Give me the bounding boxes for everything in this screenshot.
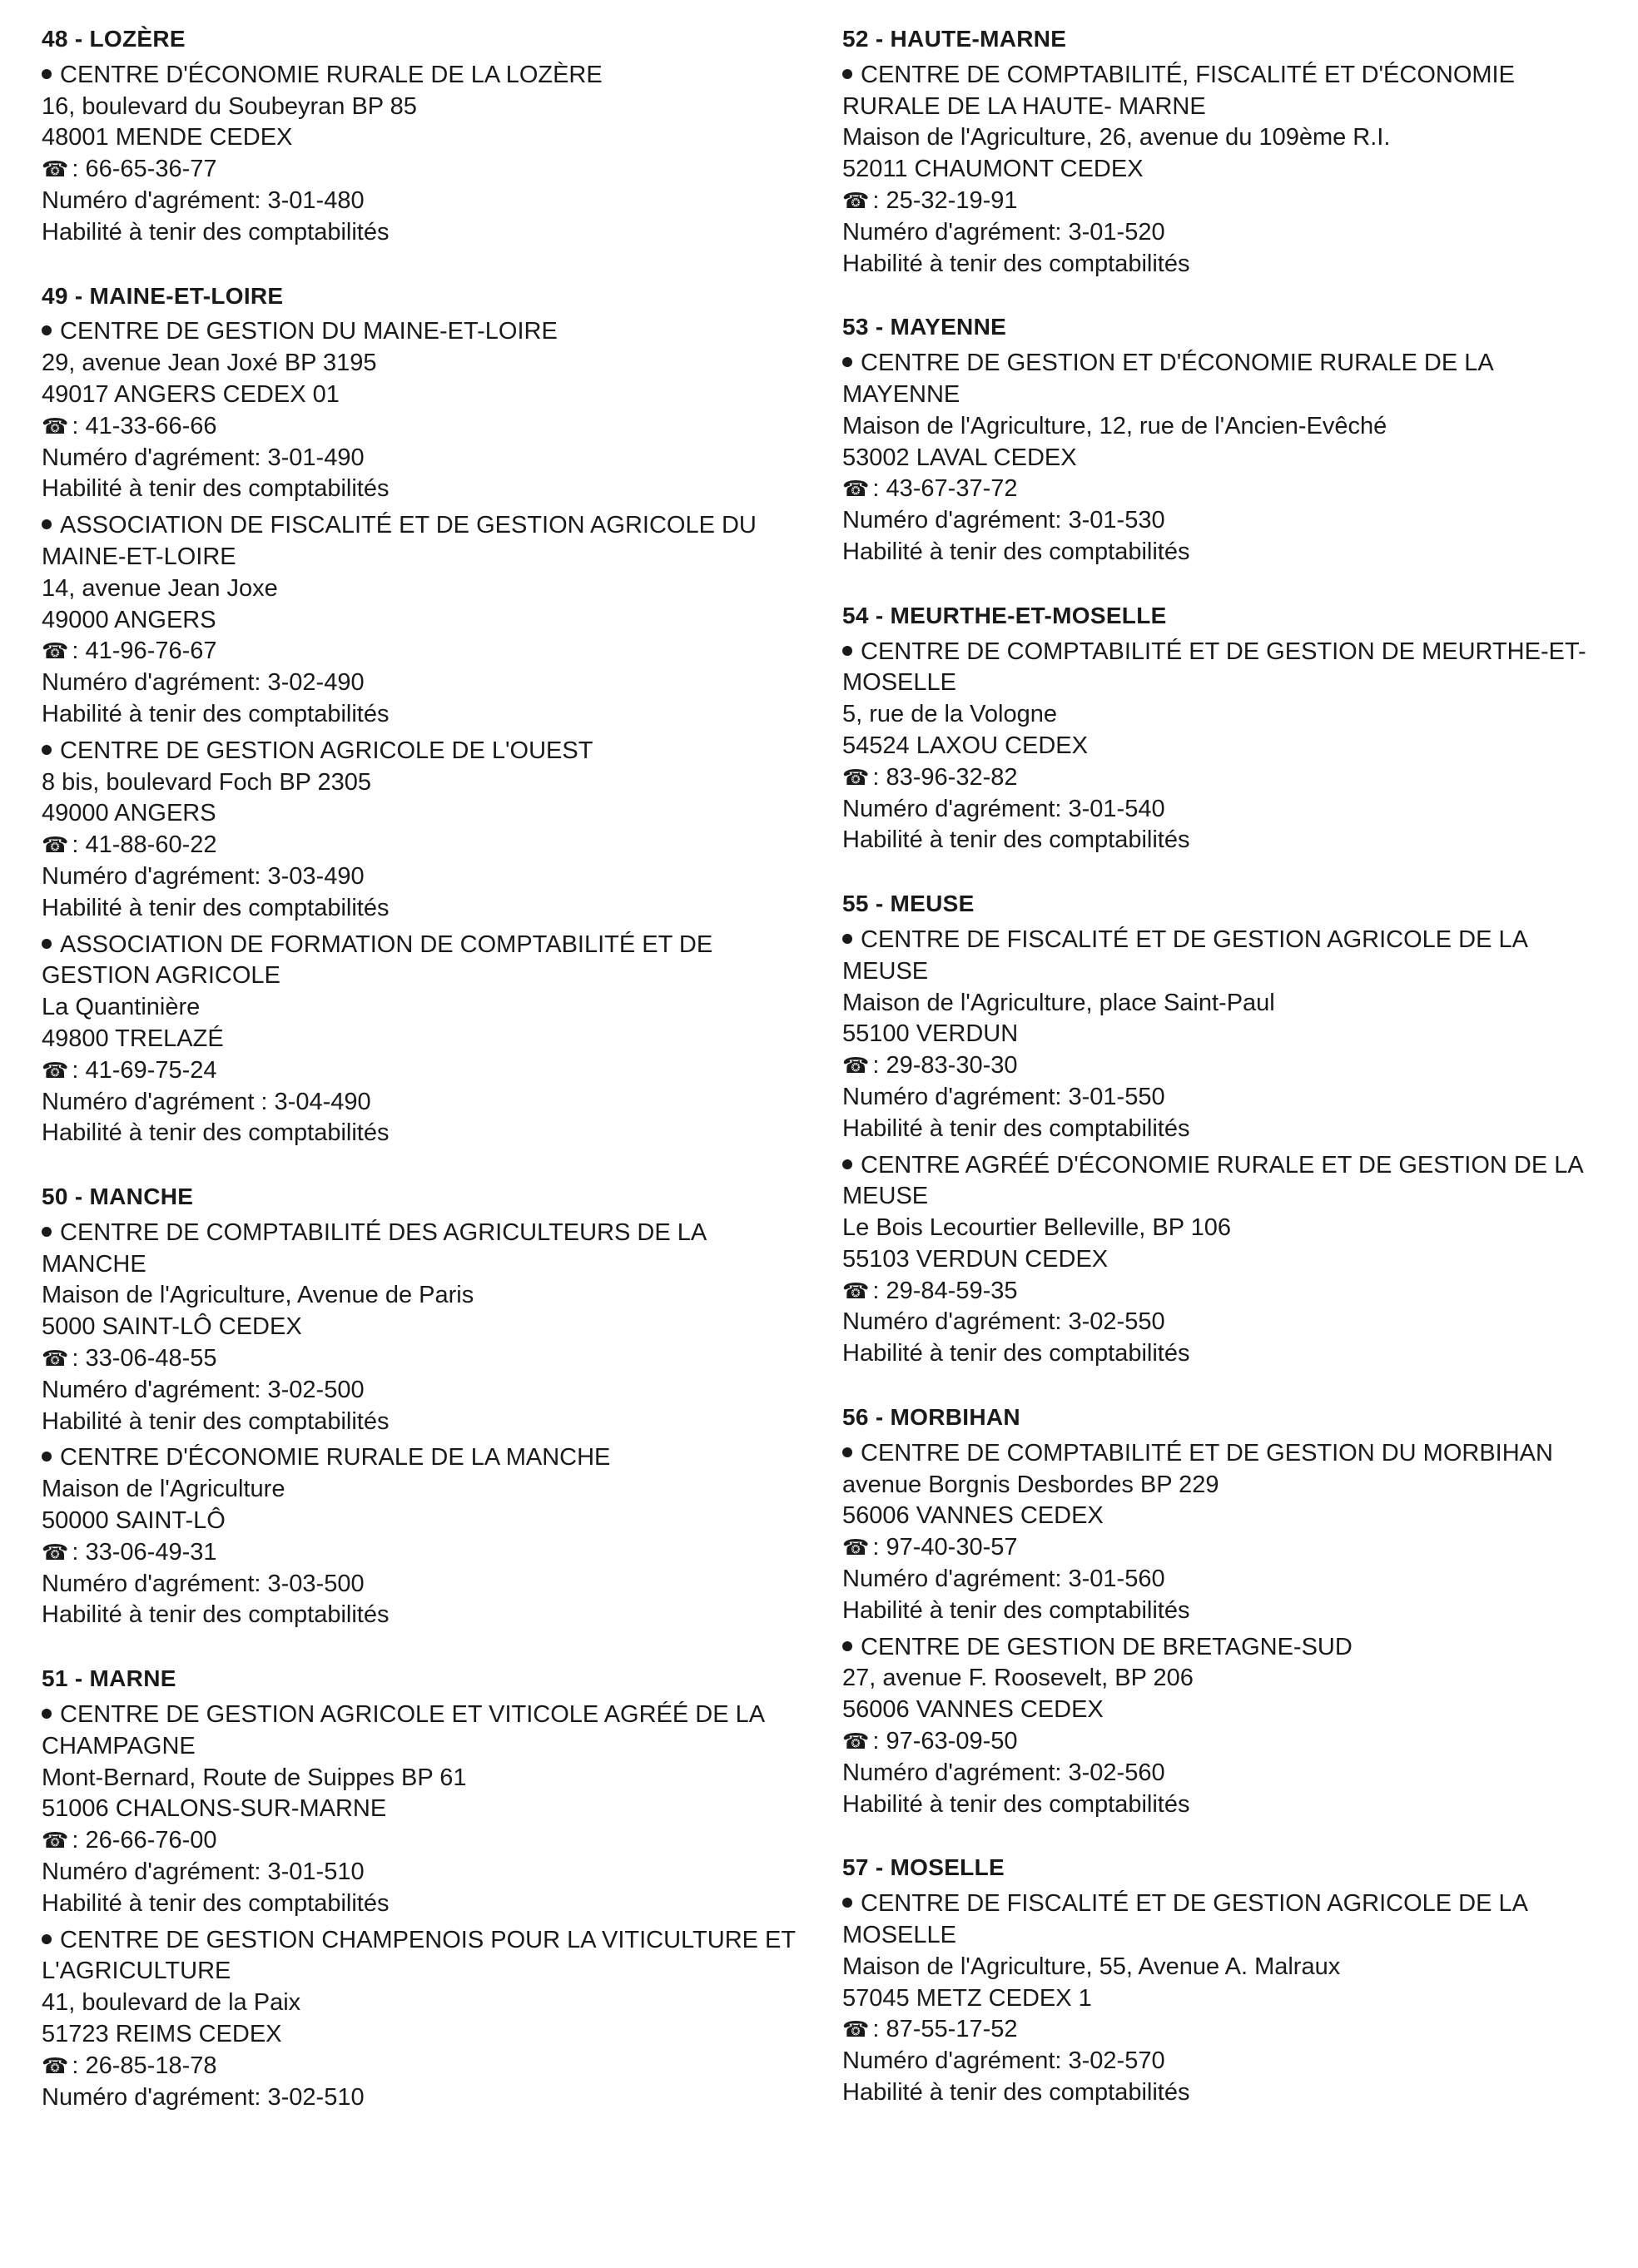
phone-number: : 25-32-19-91 [872,186,1018,214]
accreditation-note: Habilité à tenir des comptabilités [42,475,390,503]
phone-line [842,474,1616,505]
department-title: 57 - MOSELLE [842,1854,1005,1881]
organization-name: CENTRE DE GESTION CHAMPENOIS POUR LA VITICULTURE ET L'AGRICULTURE [42,1926,796,1985]
bullet-icon [42,1452,52,1462]
bullet-icon [42,325,52,335]
department-section [842,311,1616,568]
address-line: La Quantinière [42,994,201,1021]
department-title: 49 - MAINE-ET-LOIRE [42,282,284,309]
telephone-icon: ☎ [842,2017,870,2042]
address-line: Maison de l'Agriculture, 12, rue de l'Ancien-Evêché [842,412,1387,439]
address-line: 49000 ANGERS [42,800,216,827]
phone-number: : 41-33-66-66 [72,412,217,439]
phone-number: : 41-69-75-24 [72,1056,217,1084]
directory-entry [842,1888,1616,2109]
address-line: 55100 VERDUN [842,1020,1019,1048]
address-line: 49800 TRELAZÉ [42,1025,224,1052]
department-section [842,888,1616,1370]
phone-line [842,1050,1616,1082]
organization-name: CENTRE DE GESTION AGRICOLE ET VITICOLE AGRÉÉ DE LA CHAMPAGNE [42,1701,764,1759]
address-line: 56006 VANNES CEDEX [842,1502,1104,1530]
directory-entry [842,60,1616,280]
telephone-icon: ☎ [42,832,69,858]
address-line: 8 bis, boulevard Foch BP 2305 [42,768,372,796]
phone-number: : 26-85-18-78 [72,2052,217,2079]
accreditation-note: Habilité à tenir des comptabilités [42,700,390,727]
accreditation-note: Habilité à tenir des comptabilités [42,1601,390,1629]
address-line: 57045 METZ CEDEX 1 [842,1984,1092,2012]
address-line: 51723 REIMS CEDEX [42,2021,282,2048]
address-line: Maison de l'Agriculture, place Saint-Paul [842,989,1275,1016]
organization-name: CENTRE DE FISCALITÉ ET DE GESTION AGRICOLE DE LA MOSELLE [842,1890,1527,1949]
directory-entry [42,1442,816,1631]
entry-name-line [42,1442,816,1474]
telephone-icon: ☎ [842,764,870,790]
entry-name-line [842,637,1616,700]
accreditation-note: Habilité à tenir des comptabilités [842,1790,1190,1818]
organization-name: CENTRE D'ÉCONOMIE RURALE DE LA MANCHE [60,1444,611,1471]
telephone-icon: ☎ [842,1053,870,1079]
accreditation-note: Habilité à tenir des comptabilités [842,538,1190,565]
agrement-number: Numéro d'agrément: 3-01-540 [842,795,1165,822]
address-line: 54524 LAXOU CEDEX [842,732,1088,759]
telephone-icon: ☎ [842,187,870,213]
entry-name-line [42,930,816,993]
directory-entry [42,1218,816,1438]
accreditation-note: Habilité à tenir des comptabilités [42,1889,390,1917]
agrement-number: Numéro d'agrément: 3-02-510 [42,2083,365,2111]
address-line: Mont-Bernard, Route de Suippes BP 61 [42,1764,467,1791]
agrement-number: Numéro d'agrément: 3-01-520 [842,218,1165,246]
bullet-icon [42,69,52,79]
agrement-number: Numéro d'agrément: 3-01-560 [842,1566,1165,1593]
phone-number: : 26-66-76-00 [72,1827,217,1854]
entry-name-line [842,1888,1616,1952]
organization-name: CENTRE DE GESTION DE BRETAGNE-SUD [861,1633,1353,1660]
organization-name: ASSOCIATION DE FISCALITÉ ET DE GESTION AGRICOLE DU MAINE-ET-LOIRE [42,512,757,570]
bullet-icon [842,357,852,367]
bullet-icon [42,939,52,949]
entry-name-line [42,1700,816,1763]
directory-entry [42,1700,816,1920]
directory-entry [42,60,816,249]
bullet-icon [42,1709,52,1719]
address-line: 49000 ANGERS [42,606,216,633]
entry-name-line [42,510,816,573]
directory-entry [42,316,816,505]
entry-name-line [42,1925,816,1988]
address-line: 41, boulevard de la Paix [42,1989,301,2017]
department-section [842,23,1616,280]
department-title: 51 - MARNE [42,1665,176,1692]
phone-number: : 83-96-32-82 [872,763,1018,791]
address-line: Le Bois Lecourtier Belleville, BP 106 [842,1214,1231,1242]
accreditation-note: Habilité à tenir des comptabilités [42,1407,390,1435]
telephone-icon: ☎ [42,638,69,664]
address-line: 29, avenue Jean Joxé BP 3195 [42,350,377,377]
directory-entry [842,1632,1616,1821]
phone-number: : 66-65-36-77 [72,156,217,183]
department-title: 56 - MORBIHAN [842,1404,1020,1431]
agrement-number: Numéro d'agrément: 3-02-550 [842,1308,1165,1336]
bullet-icon [42,1227,52,1237]
bullet-icon [842,69,852,79]
phone-number: : 41-88-60-22 [72,831,217,859]
entry-name-line [842,1632,1616,1664]
telephone-icon: ☎ [42,1539,69,1565]
phone-line [842,762,1616,794]
organization-name: CENTRE DE FISCALITÉ ET DE GESTION AGRICOLE DE LA MEUSE [842,926,1527,985]
phone-line [42,411,816,443]
bullet-icon [42,1934,52,1944]
department-section [42,280,816,1150]
address-line: Maison de l'Agriculture, 26, avenue du 109ème R.I. [842,124,1391,151]
phone-number: : 33-06-49-31 [72,1538,217,1566]
phone-line [42,1825,816,1857]
telephone-icon: ☎ [842,476,870,502]
phone-number: : 87-55-17-52 [872,2016,1018,2043]
phone-line [42,2051,816,2082]
agrement-number: Numéro d'agrément: 3-03-490 [42,862,365,890]
telephone-icon: ☎ [42,1346,69,1372]
department-title: 50 - MANCHE [42,1184,194,1210]
phone-number: : 41-96-76-67 [72,638,217,665]
department-section [842,1852,1616,2108]
entry-name-line [842,1150,1616,1213]
phone-line [42,1055,816,1087]
entry-name-line [42,1218,816,1281]
address-line: Maison de l'Agriculture, 55, Avenue A. Malraux [842,1953,1341,1980]
bullet-icon [842,1159,852,1169]
phone-number: : 29-84-59-35 [872,1277,1018,1304]
organization-name: CENTRE AGRÉÉ D'ÉCONOMIE RURALE ET DE GESTION DE LA MEUSE [842,1151,1583,1210]
address-line: 53002 LAVAL CEDEX [842,444,1077,471]
bullet-icon [42,519,52,529]
organization-name: CENTRE DE COMPTABILITÉ, FISCALITÉ ET D'ÉCONOMIE RURALE DE LA HAUTE- MARNE [842,61,1515,120]
accreditation-note: Habilité à tenir des comptabilités [42,894,390,921]
directory-entry [42,736,816,925]
organization-name: CENTRE DE GESTION AGRICOLE DE L'OUEST [60,737,593,764]
bullet-icon [842,1447,852,1457]
agrement-number: Numéro d'agrément: 3-02-500 [42,1376,365,1403]
agrement-number: Numéro d'agrément: 3-01-530 [842,507,1165,534]
directory-entry [42,510,816,731]
organization-name: ASSOCIATION DE FORMATION DE COMPTABILITÉ ET DE GESTION AGRICOLE [42,931,713,990]
department-section [842,1402,1616,1820]
directory-entry [42,930,816,1150]
accreditation-note: Habilité à tenir des comptabilités [842,2079,1190,2107]
phone-line [842,1726,1616,1758]
entry-name-line [42,736,816,767]
address-line: 55103 VERDUN CEDEX [842,1245,1109,1273]
phone-number: : 43-67-37-72 [872,475,1018,503]
phone-line [42,830,816,861]
bullet-icon [842,646,852,656]
entry-name-line [842,1438,1616,1470]
agrement-number: Numéro d'agrément: 3-03-500 [42,1570,365,1597]
agrement-number: Numéro d'agrément: 3-01-510 [42,1859,365,1886]
directory-entry [42,1925,816,2114]
organization-name: CENTRE DE GESTION DU MAINE-ET-LOIRE [60,318,558,345]
address-line: 56006 VANNES CEDEX [842,1696,1104,1724]
phone-line [842,186,1616,217]
entry-name-line [842,348,1616,411]
department-section [42,1663,816,2113]
phone-number: : 29-83-30-30 [872,1052,1018,1079]
accreditation-note: Habilité à tenir des comptabilités [842,1114,1190,1142]
directory-entry [842,348,1616,568]
telephone-icon: ☎ [42,413,69,439]
department-section [42,23,816,249]
telephone-icon: ☎ [842,1278,870,1303]
telephone-icon: ☎ [42,2052,69,2078]
phone-line [842,1532,1616,1564]
department-title: 53 - MAYENNE [842,314,1007,340]
phone-line [842,2014,1616,2046]
address-line: 50000 SAINT-LÔ [42,1507,226,1535]
phone-line [42,636,816,667]
directory-entry [842,925,1616,1145]
phone-line [42,1343,816,1375]
organization-name: CENTRE DE GESTION ET D'ÉCONOMIE RURALE DE LA MAYENNE [842,350,1493,408]
organization-name: CENTRE D'ÉCONOMIE RURALE DE LA LOZÈRE [60,61,603,88]
department-title: 54 - MEURTHE-ET-MOSELLE [842,602,1167,628]
department-title: 48 - LOZÈRE [42,26,186,52]
phone-number: : 97-63-09-50 [872,1728,1018,1755]
accreditation-note: Habilité à tenir des comptabilités [42,1119,390,1147]
address-line: Maison de l'Agriculture [42,1476,285,1503]
accreditation-note: Habilité à tenir des comptabilités [42,218,390,246]
address-line: 52011 CHAUMONT CEDEX [842,156,1144,183]
department-section [842,600,1616,856]
accreditation-note: Habilité à tenir des comptabilités [842,826,1190,854]
telephone-icon: ☎ [42,1057,69,1083]
bullet-icon [842,934,852,944]
left-column [42,23,816,2145]
bullet-icon [842,1898,852,1908]
right-column [842,23,1616,2141]
agrement-number: Numéro d'agrément: 3-01-490 [42,444,365,471]
agrement-number: Numéro d'agrément: 3-02-490 [42,669,365,697]
organization-name: CENTRE DE COMPTABILITÉ DES AGRICULTEURS DE LA MANCHE [42,1218,706,1278]
telephone-icon: ☎ [842,1729,870,1754]
directory-entry [842,1150,1616,1371]
address-line: 48001 MENDE CEDEX [42,124,293,151]
entry-name-line [42,60,816,92]
organization-name: CENTRE DE COMPTABILITÉ ET DE GESTION DE MEURTHE-ET-MOSELLE [842,638,1586,697]
agrement-number: Numéro d'agrément: 3-02-560 [842,1759,1165,1786]
accreditation-note: Habilité à tenir des comptabilités [842,1340,1190,1367]
address-line: avenue Borgnis Desbordes BP 229 [842,1471,1219,1498]
address-line: 16, boulevard du Soubeyran BP 85 [42,92,417,120]
address-line: 5, rue de la Vologne [842,701,1057,728]
address-line: 27, avenue F. Roosevelt, BP 206 [842,1665,1194,1692]
organization-name: CENTRE DE COMPTABILITÉ ET DE GESTION DU MORBIHAN [861,1439,1553,1467]
department-title: 55 - MEUSE [842,891,975,917]
telephone-icon: ☎ [842,1535,870,1561]
directory-entry [842,637,1616,857]
directory-entry [842,1438,1616,1627]
agrement-number: Numéro d'agrément: 3-01-550 [842,1083,1165,1110]
department-section [42,1181,816,1631]
agrement-number: Numéro d'agrément: 3-01-480 [42,186,365,214]
agrement-number: Numéro d'agrément: 3-02-570 [842,2047,1165,2075]
phone-number: : 33-06-48-55 [72,1345,217,1372]
address-line: 51006 CHALONS-SUR-MARNE [42,1795,387,1823]
phone-line [42,154,816,186]
entry-name-line [842,60,1616,123]
address-line: 14, avenue Jean Joxe [42,574,278,602]
address-line: 49017 ANGERS CEDEX 01 [42,380,340,408]
accreditation-note: Habilité à tenir des comptabilités [842,250,1190,277]
entry-name-line [42,316,816,348]
telephone-icon: ☎ [42,156,69,182]
phone-line [42,1537,816,1569]
telephone-icon: ☎ [42,1828,69,1854]
phone-line [842,1276,1616,1308]
accreditation-note: Habilité à tenir des comptabilités [842,1596,1190,1624]
bullet-icon [42,745,52,755]
phone-number: : 97-40-30-57 [872,1534,1018,1561]
agrement-number: Numéro d'agrément : 3-04-490 [42,1088,371,1115]
department-title: 52 - HAUTE-MARNE [842,26,1067,52]
address-line: Maison de l'Agriculture, Avenue de Paris [42,1282,474,1309]
bullet-icon [842,1641,852,1651]
entry-name-line [842,925,1616,988]
address-line: 5000 SAINT-LÔ CEDEX [42,1313,302,1341]
